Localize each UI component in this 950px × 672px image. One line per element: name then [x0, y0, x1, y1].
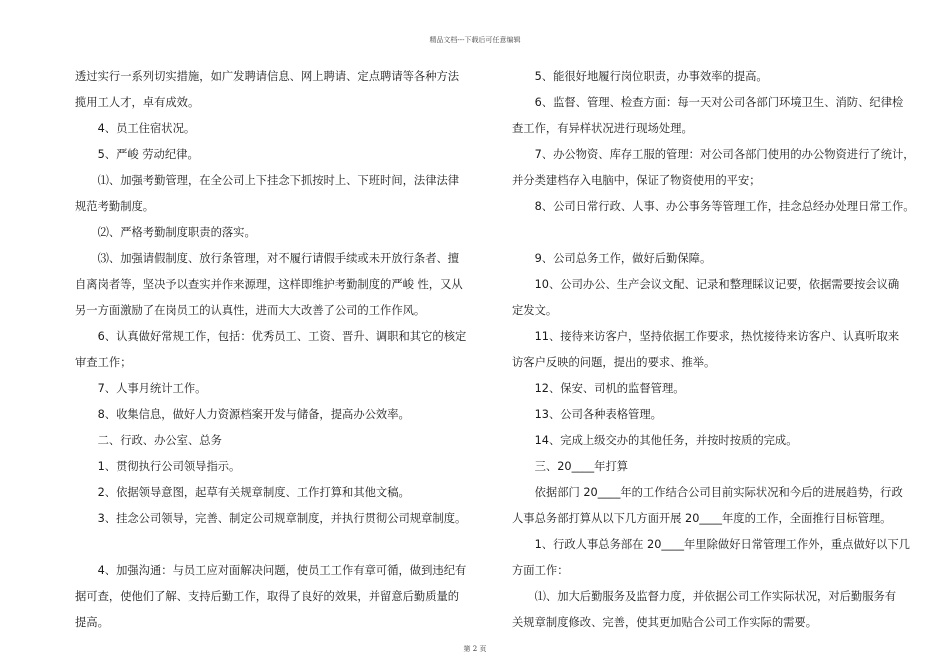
text-line: 12、保安、司机的监督管理。: [512, 382, 685, 395]
text-line: 依据部门 20____年的工作结合公司目前实际状况和今后的进展趋势，行政: [512, 486, 903, 499]
text-line: ⑴、加强考勤管理，在全公司上下挂念下抓按时上、下班时间，法律法律: [75, 174, 460, 187]
text-line: 3、挂念公司领导，完善、制定公司规章制度，并执行贯彻公司规章制度。: [75, 512, 467, 525]
text-line: 9、公司总务工作，做好后勤保障。: [512, 252, 712, 265]
text-line: 6、监督、管理、检查方面：每一天对公司各部门环境卫生、消防、纪律检: [512, 96, 904, 109]
text-line: 人事总务部打算从以下几方面开展 20____年度的工作，全面推行目标管理。: [512, 512, 892, 525]
left-column: [75, 64, 467, 636]
text-line: 7、人事月统计工作。: [75, 382, 207, 395]
text-line: 5、严峻 劳动纪律。: [75, 148, 199, 161]
text-line: 并分类建档存入电脑中，保证了物资使用的平安；: [512, 174, 761, 187]
text-line: 另一方面激励了在岗员工的认真性，进而大大改善了公司的工作作风。: [75, 304, 426, 317]
text-line: 访客户反映的问题，提出的要求、推举。: [512, 356, 716, 369]
right-column: [512, 64, 915, 636]
text-line: 自离岗者等，坚决予以查实并作来源理，这样即维护考勤制度的严峻 性，又从: [75, 278, 463, 291]
text-line: ⑴、加大后勤服务及监督力度，并依据公司工作实际状况，对后勤服务有: [512, 590, 897, 603]
text-line: 8、公司日常行政、人事、办公事务等管理工作，挂念总经办处理日常工作。: [512, 200, 915, 213]
section-heading: 三、20____年打算: [512, 460, 629, 473]
text-line: 审查工作；: [75, 356, 132, 369]
text-line: 11、接待来访客户，坚持依据工作要求，热忱接待来访客户、认真听取来: [512, 330, 900, 343]
text-line: 2、依据领导意图，起草有关规章制度、工作打算和其他文稿。: [75, 486, 410, 499]
text-line: 4、员工住宿状况。: [75, 122, 196, 135]
text-line: 6、认真做好常规工作，包括：优秀员工、工资、晋升、调职和其它的核定: [75, 330, 467, 343]
text-line: 透过实行一系列切实措施，如广发聘请信息、网上聘请、定点聘请等各种方法: [75, 70, 460, 83]
text-line: 据可查，使他们了解、支持后勤工作，取得了良好的效果，并留意后勤质量的: [75, 590, 460, 603]
text-line: 关规章制度修改、完善，使其更加贴合公司工作实际的需要。: [512, 616, 818, 629]
text-line: 14、完成上级交办的其他任务，并按时按质的完成。: [512, 434, 798, 447]
text-line: 5、能很好地履行岗位职责，办事效率的提高。: [512, 70, 768, 83]
page-header: 精品文档---下载后可任意编辑: [429, 36, 521, 44]
text-line: 规范考勤制度。: [75, 200, 155, 213]
text-line: ⑶、加强请假制度、放行条管理，对不履行请假手续或未开放行条者、擅: [75, 252, 460, 265]
text-line: 查工作，有异样状况进行现场处理。: [512, 122, 693, 135]
text-line: 1、行政人事总务部在 20____年里除做好日常管理工作外，重点做好以下几: [512, 538, 910, 551]
text-line: 8、收集信息，做好人力资源档案开发与储备，提高办公效率。: [75, 408, 410, 421]
text-line: 定发文。: [512, 304, 558, 317]
text-line: 提高。: [75, 616, 109, 629]
text-line: 揽用工人才，卓有成效。: [75, 96, 200, 109]
text-line: 13、公司各种表格管理。: [512, 408, 662, 421]
page-number: 第 2 页: [463, 645, 487, 653]
blank-line: [512, 220, 884, 246]
section-heading: 二、行政、办公室、总务: [75, 434, 222, 447]
text-line: 方面工作：: [512, 564, 569, 577]
text-line: 10、公司办公、生产会议文配、记录和整理睬议记要，依据需要按会议确: [512, 278, 900, 291]
text-line: 4、加强沟通：与员工应对面解决问题，使员工工作有章可循，做到违纪有: [75, 564, 467, 577]
text-line: 1、贯彻执行公司领导指示。: [75, 460, 241, 473]
blank-line: [75, 532, 455, 558]
text-line: 7、办公物资、库存工服的管理：对公司各部门使用的办公物资进行了统计，: [512, 148, 915, 161]
text-line: ⑵、严格考勤制度职责的落实。: [75, 226, 256, 239]
